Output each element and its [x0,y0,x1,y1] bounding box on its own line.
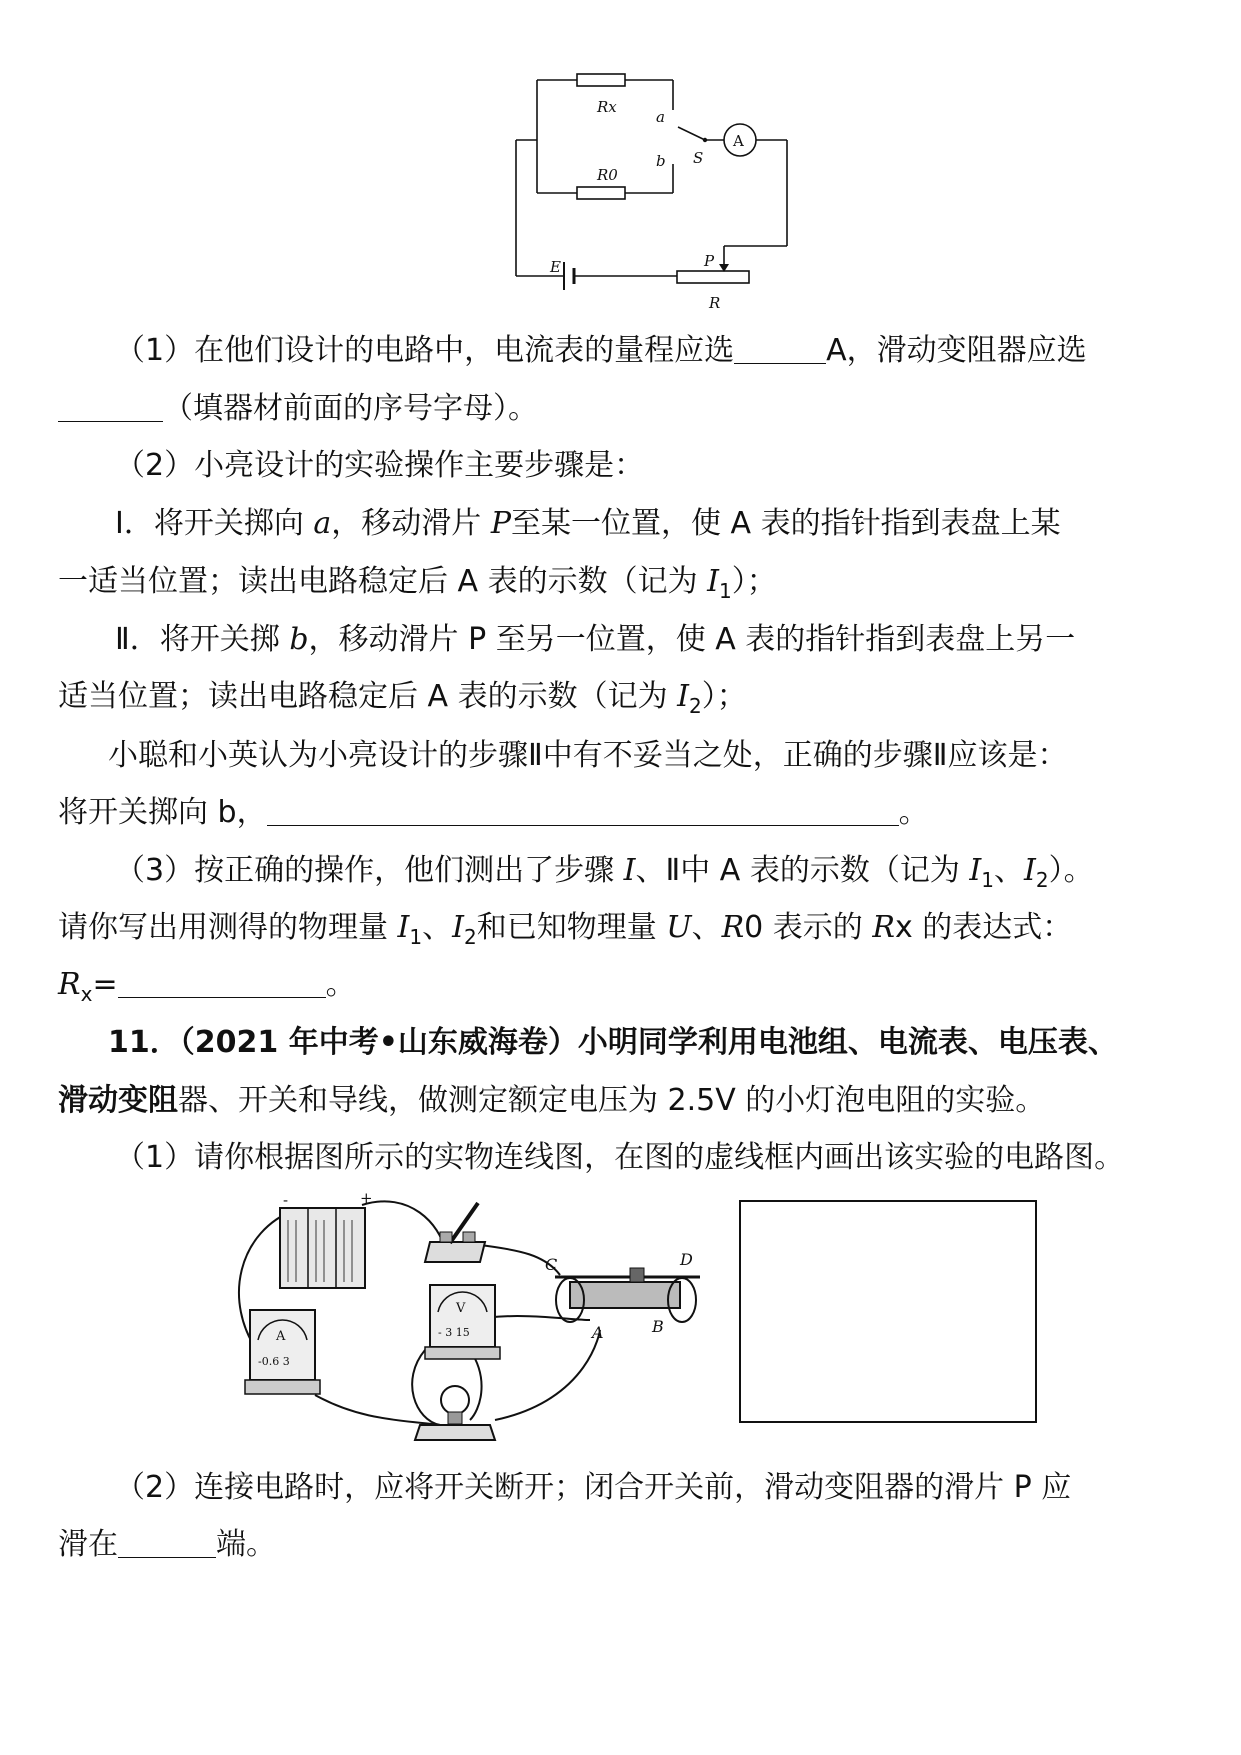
q10-part3-line3: $R_x=$ 。 [58,967,356,1006]
q10-comment-line1: 小聪和小英认为小亮设计的步骤Ⅱ中有不妥当之处，正确的步骤Ⅱ应该是： [108,738,1068,773]
q11-title-line2: 滑动变阻器、开关和导线，做测定额定电压为 2.5V 的小灯泡电阻的实验。 [58,1083,1046,1118]
q10-step1-line1: Ⅰ．将开关掷向 a，移动滑片 P至某一位置，使 A 表的指针指到表盘上某 [115,506,1061,541]
battery-pack-icon [280,1189,373,1288]
label-ammeter: A [733,132,744,150]
svg-text:B: B [652,1317,664,1336]
label-p: P [704,252,715,270]
svg-text:-0.6 3: -0.6 3 [258,1355,290,1368]
circuit-drawing-box[interactable] [739,1200,1037,1423]
q10-step1-line2: 一适当位置；读出电路稳定后 A 表的示数（记为 $I_1$）； [58,564,777,603]
label-b: b [656,152,666,170]
svg-text:C: C [545,1255,558,1274]
label-r: R [709,294,721,312]
ammeter-device-icon [245,1310,320,1394]
rx-resistor [577,74,625,86]
answer-blank-rheostat[interactable] [58,393,163,422]
label-e: E [550,258,561,276]
answer-blank-rx[interactable] [118,969,326,998]
wiring-figure [230,1185,710,1465]
label-rx: Rx [597,98,617,116]
label-a: a [656,108,665,126]
svg-text:V: V [456,1301,466,1316]
q10-comment-line2: 将开关掷向 b， 。 [58,795,929,830]
rheostat-icon [545,1250,700,1342]
voltmeter-device-icon [425,1285,500,1359]
q10-part1-line1: （1）在他们设计的电路中，电流表的量程应选 A，滑动变阻器应选 [115,333,1087,368]
svg-text:+: + [360,1189,373,1207]
q10-part2: （2）小亮设计的实验操作主要步骤是： [115,448,645,483]
q10-step2-line2: 适当位置；读出电路稳定后 A 表的示数（记为 $I_2$）； [58,679,747,718]
svg-text:D: D [680,1250,693,1269]
answer-blank-step2[interactable] [267,797,899,826]
q11-part2-line1: （2）连接电路时，应将开关断开；闭合开关前，滑动变阻器的滑片 P 应 [115,1470,1072,1505]
q11-part1: （1）请你根据图所示的实物连线图，在图的虚线框内画出该实验的电路图。 [115,1140,1125,1175]
svg-text:- 3 15: - 3 15 [438,1326,470,1339]
q10-part3-line1: （3）按正确的操作，他们测出了步骤 I、Ⅱ中 A 表的示数（记为 $I_1$、$I_2$）。 [115,853,1094,892]
answer-blank-slider-end[interactable] [118,1529,216,1558]
label-s: S [693,149,704,167]
q11-part2-line2: 滑在 端。 [58,1527,276,1562]
svg-text:A: A [276,1329,286,1344]
label-r0: R0 [597,166,618,184]
q10-part1-line2: （填器材前面的序号字母）。 [58,389,538,429]
answer-blank-range[interactable] [734,335,826,364]
svg-text:-: - [283,1191,289,1209]
svg-text:A: A [592,1323,604,1342]
bulb-icon [415,1386,495,1440]
q11-title-line1: 11．（2021 年中考•山东威海卷）小明同学利用电池组、电流表、电压表、 [108,1025,1118,1060]
circuit-diagram [500,60,800,320]
knife-switch-icon [425,1203,485,1262]
q10-part3-line2: 请你写出用测得的物理量 $I_1$、$I_2$和已知物理量 U、R0 表示的 Rx 的表达式： [58,910,1073,949]
q10-step2-line1: Ⅱ．将开关掷 b，移动滑片 P 至另一位置，使 A 表的指针指到表盘上另一 [115,622,1076,657]
r0-resistor [577,187,625,199]
rheostat [677,271,749,283]
